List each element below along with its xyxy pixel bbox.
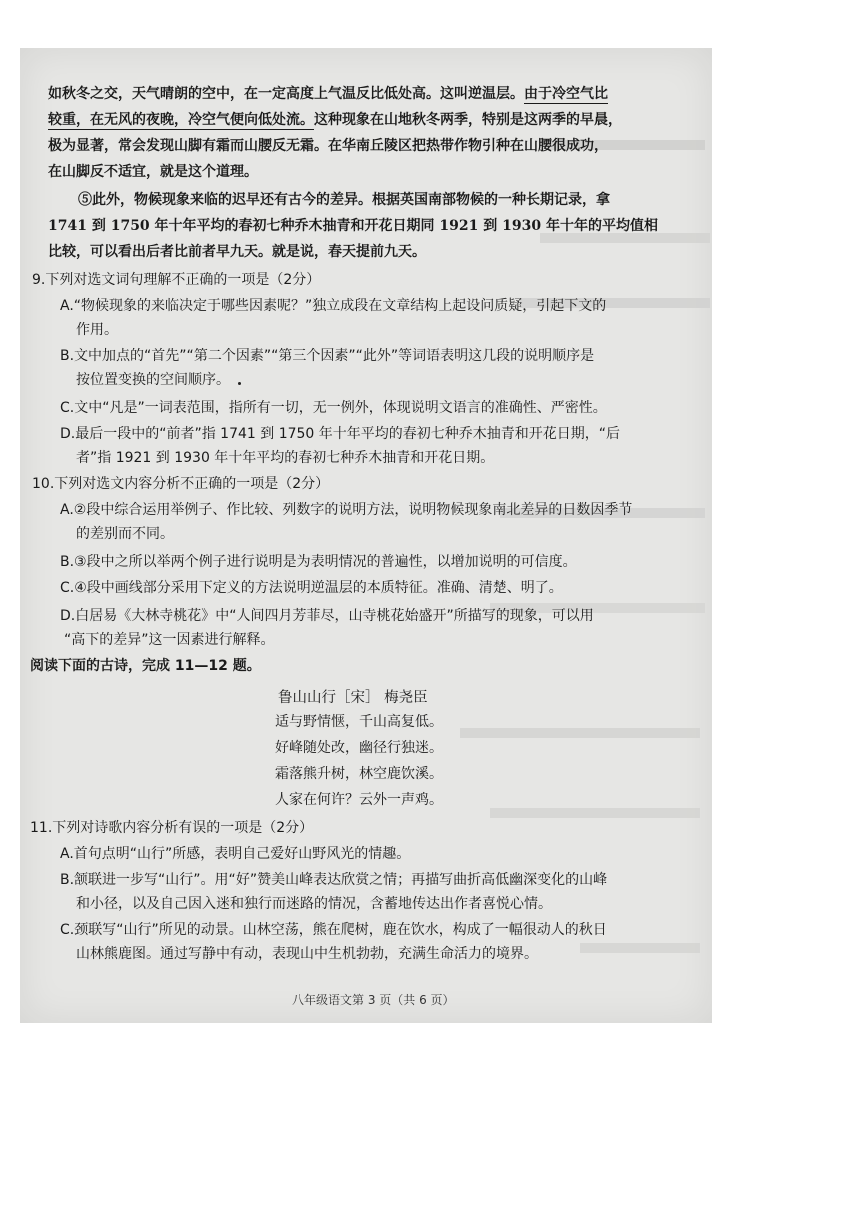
- passage-line-6: 1741 到 1750 年十年平均的春初七种乔木抽青和开花日期同 1921 到 1930 年十年的平均值相: [48, 218, 658, 234]
- question-10-option-c: C.④段中画线部分采用下定义的方法说明逆温层的本质特征。准确、清楚、明了。: [60, 580, 563, 596]
- question-9-option-c: C.文中“凡是”一词表范围，指所有一切，无一例外，体现说明文语言的准确性、严密性。: [60, 400, 607, 416]
- question-11-stem: 11.下列对诗歌内容分析有误的一项是（2分）: [30, 820, 314, 836]
- poem-line: 适与野情惬，千山高复低。: [275, 714, 443, 730]
- poem-title: 鲁山山行［宋］ 梅尧臣: [278, 690, 428, 706]
- question-9-option-b-cont: 按位置变换的空间顺序。: [76, 372, 230, 388]
- passage-line-2: [48, 110, 622, 130]
- emphasis-dot: [238, 382, 241, 385]
- passage-line-7: 比较，可以看出后者比前者早九天。就是说，春天提前九天。: [48, 244, 426, 260]
- poem-line: 好峰随处改，幽径行独迷。: [275, 740, 443, 756]
- question-11-option-c-cont: 山林熊鹿图。通过写静中有动，表现山中生机勃勃，充满生命活力的境界。: [76, 946, 538, 962]
- page-content: [20, 48, 712, 1023]
- question-9-option-a: A.“物候现象的来临决定于哪些因素呢？”独立成段在文章结构上起设问质疑，引起下文的: [60, 298, 607, 314]
- poem-line: 人家在何许？云外一声鸡。: [275, 792, 443, 808]
- question-9-option-d: D.最后一段中的“前者”指 1741 到 1750 年十年平均的春初七种乔木抽青和开花日期，“后: [60, 426, 621, 442]
- underlined-text: 较重，在无风的夜晚，冷空气便向低处流。: [48, 112, 314, 128]
- question-10-option-b: B.③段中之所以举两个例子进行说明是为表明情况的普遍性，以增加说明的可信度。: [60, 554, 577, 570]
- question-11-option-b-cont: 和小径，以及自己因入迷和独行而迷路的情况，含蓄地传达出作者喜悦心情。: [76, 896, 552, 912]
- passage-line-5: ⑤此外，物候现象来临的迟早还有古今的差异。根据英国南部物候的一种长期记录，拿: [78, 192, 610, 208]
- page-footer: 八年级语文第 3 页（共 6 页）: [292, 993, 455, 1007]
- question-9-option-d-cont: 者”指 1921 到 1930 年十年平均的春初七种乔木抽青和开花日期。: [76, 450, 495, 466]
- scanned-page: [20, 48, 712, 1023]
- passage-text: 如秋冬之交，天气晴朗的空中，在一定高度上气温反比低处高。这叫逆温层。: [48, 86, 524, 102]
- question-11-option-a: A.首句点明“山行”所感，表明自己爱好山野风光的情趣。: [60, 846, 411, 862]
- question-10-option-d-cont: “高下的差异”这一因素进行解释。: [64, 632, 275, 648]
- question-9-stem: 9.下列对选文词句理解不正确的一项是（2分）: [32, 272, 321, 288]
- question-9-option-b: B.文中加点的“首先”“第二个因素”“第三个因素”“此外”等词语表明这几段的说明顺序是: [60, 348, 595, 364]
- question-9-option-a-cont: 作用。: [76, 322, 118, 338]
- question-10-stem: 10.下列对选文内容分析不正确的一项是（2分）: [32, 476, 330, 492]
- underlined-text: 由于冷空气比: [524, 86, 608, 102]
- question-11-option-c: C.颈联写“山行”所见的动景。山林空荡，熊在爬树，鹿在饮水，构成了一幅很动人的秋日: [60, 922, 607, 938]
- passage-line-1: [48, 84, 608, 104]
- passage-line-3: 极为显著，常会发现山脚有霜而山腰反无霜。在华南丘陵区把热带作物引种在山腰很成功，: [48, 138, 608, 154]
- question-10-option-a: A.②段中综合运用举例子、作比较、列数字的说明方法，说明物候现象南北差异的日数因季节: [60, 502, 633, 518]
- reading-instruction: 阅读下面的古诗，完成 11—12 题。: [30, 658, 261, 674]
- question-10-option-a-cont: 的差别而不同。: [76, 526, 174, 542]
- question-11-option-b: B.颔联进一步写“山行”。用“好”赞美山峰表达欣赏之情；再描写曲折高低幽深变化的山峰: [60, 872, 608, 888]
- poem-line: 霜落熊升树，林空鹿饮溪。: [275, 766, 443, 782]
- passage-line-4: 在山脚反不适宜，就是这个道理。: [48, 164, 258, 180]
- passage-text: 这种现象在山地秋冬两季，特别是这两季的早晨，: [314, 112, 622, 128]
- question-10-option-d: D.白居易《大林寺桃花》中“人间四月芳菲尽，山寺桃花始盛开”所描写的现象，可以用: [60, 608, 594, 624]
